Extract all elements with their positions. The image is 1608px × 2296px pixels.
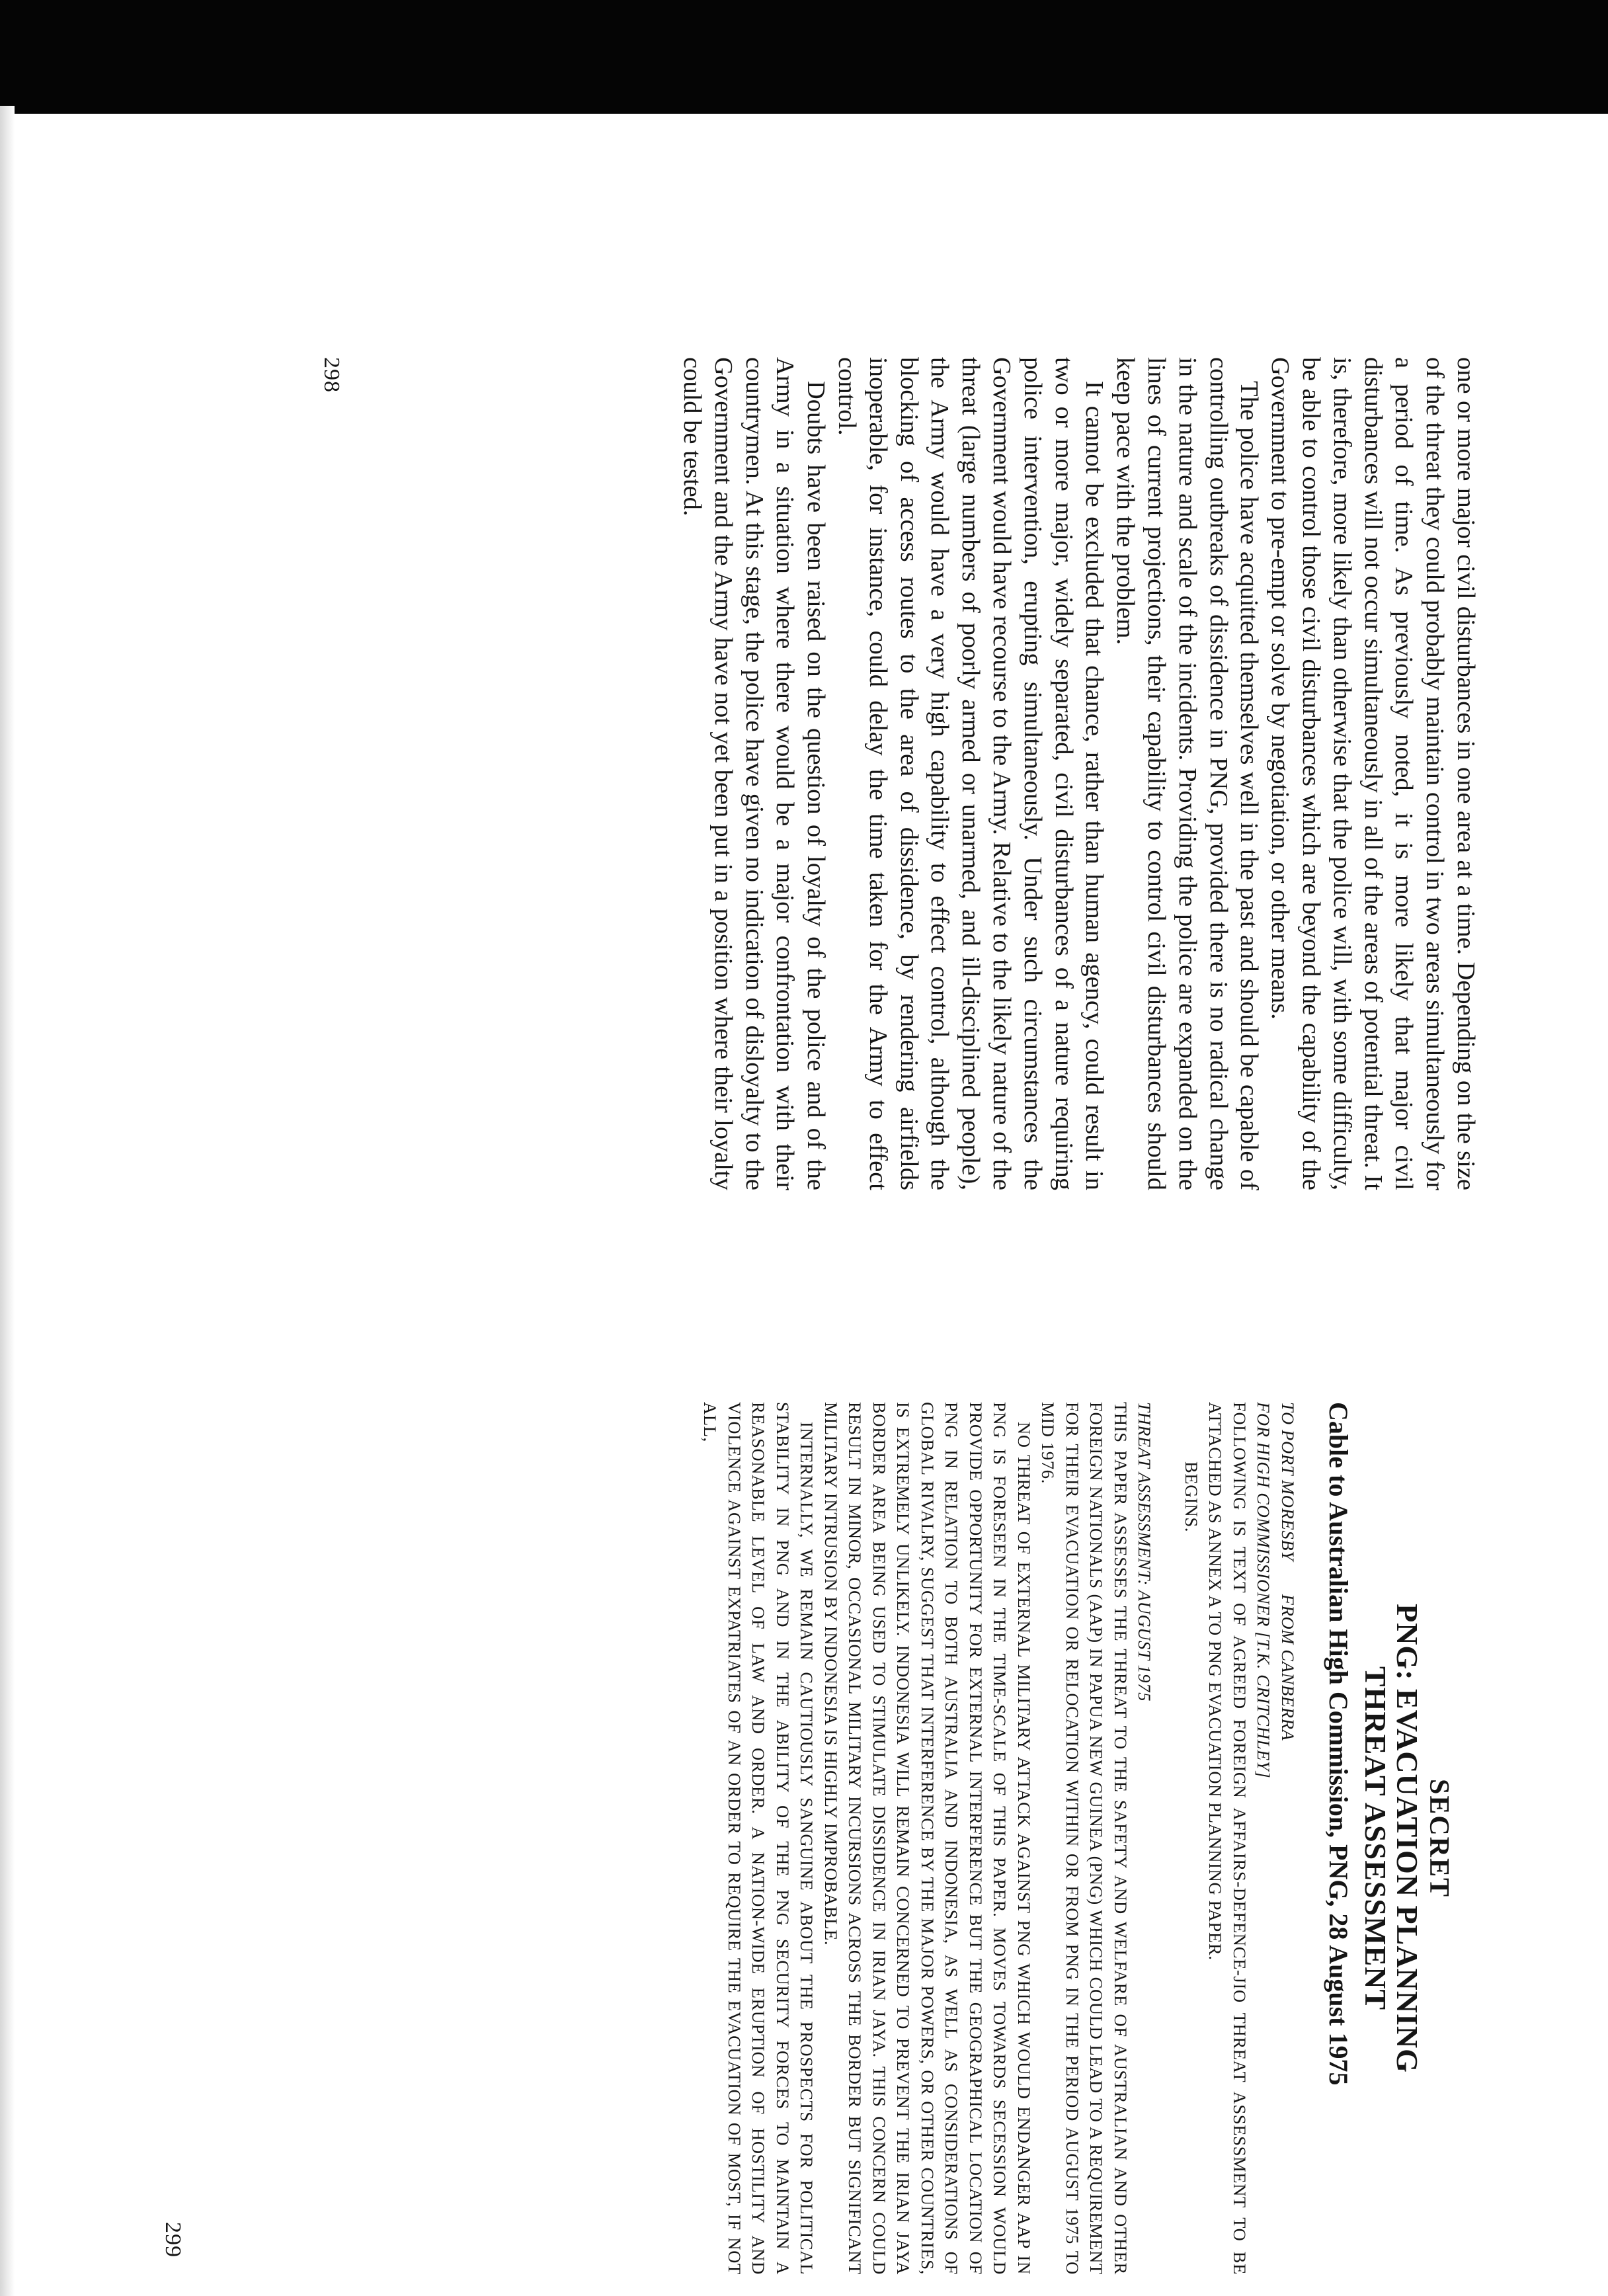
cable-routing <box>1180 1402 1301 2275</box>
scan-page-edge-shadow <box>0 106 15 2296</box>
page-298 <box>317 357 1481 1190</box>
cable-heading: Cable to Australian High Commission, PNG, 28 August 1975 <box>1324 1402 1353 2086</box>
cable-begins: BEGINS. <box>1182 1461 1201 1533</box>
paragraph-police-acquitted: The police have acquitted themselves well in the past and should be capable of controlling outbreaks of dissidence in PNG, provided there is no radical change in the nature and scale of the incidents. Providing the police are expanded on the lines of current projections, their capability to control civil disturbances should keep pace with the problem. <box>1111 357 1264 1190</box>
routing-for: FOR HIGH COMMISSIONER [T.K. CRITCHLEY] <box>1254 1402 1274 1779</box>
cable-intro: FOLLOWING IS TEXT OF AGREED FOREIGN AFFAIRS-DEFENCE-JIO THREAT ASSESSMENT TO BE ATTACHED AS ANNEX A TO PNG EVACUATION PLANNING PAPER. <box>1205 1402 1250 2275</box>
paragraph-chance-agency: It cannot be excluded that chance, rather than human agency, could result in two or more major, widely separated, civil disturbances of a nature requiring police intervention, erupting simultaneously. Under such circumstances the Government would have recourse to the Army. Relative to the likely nature of the threat (large numbers of poorly armed or unarmed, and ill-disciplined people), the Army would have a very high capability to effect control, although the blocking of access routes to the area of dissidence, by rendering airfields inoperable, for instance, could delay the time taken for the Army to effect control. <box>833 357 1109 1190</box>
paragraph-civil-disturbances: one or more major civil disturbances in one area at a time. Depending on the size of the threat they could probably maintain control in two areas simultaneously for a period of time. As previously noted, it is more likely that major civil disturbances will not occur simultaneously in all of the areas of potential threat. It is, therefore, more likely than otherwise that the police will, with some difficulty, be able to control those civil disturbances which are beyond the capability of the Government to pre-empt or solve by negotiation, or other means. <box>1266 357 1480 1190</box>
page-298-body <box>676 357 1481 1190</box>
assessment-paragraph-2: NO THREAT OF EXTERNAL MILITARY ATTACK AGAINST PNG WHICH WOULD ENDANGER AAP IN PNG IS FORESEEN IN THE TIME-SCALE OF THIS PAPER. MOVES TOWARDS SECESSION WOULD PROVIDE OPPORTUNITY FOR EXTERNAL INTERFERENCE BUT THE GEOGRAPHICAL LOCATION OF PNG IN RELATION TO BOTH AUSTRALIA AND INDONESIA, AS WELL AS CONSIDERATIONS OF GLOBAL RIVALRY, SUGGEST THAT INTERFERENCE BY THE MAJOR POWERS, OR OTHER COUNTRIES, IS EXTREMELY UNLIKELY. INDONESIA WILL REMAIN CONCERNED TO PREVENT THE IRIAN JAYA BORDER AREA BEING USED TO STIMULATE DISSIDENCE IN IRIAN JAYA. THIS CONCERN COULD RESULT IN MINOR, OCCASIONAL MILITARY INCURSIONS ACROSS THE BORDER BUT SIGNIFICANT MILITARY INTRUSION BY INDONESIA IS HIGHLY IMPROBABLE. <box>821 1402 1034 2275</box>
page-299 <box>145 1402 1455 2275</box>
assessment-section <box>698 1402 1157 2275</box>
document-title-line-2: THREAT ASSESSMENT <box>1359 1666 1392 2011</box>
assessment-paragraph-1: THIS PAPER ASSESSES THE THREAT TO THE SAFETY AND WELFARE OF AUSTRALIAN AND OTHER FOREIGN NATIONALS (AAP) IN PAPUA NEW GUINEA (PNG) WHICH COULD LEAD TO A REQUIREMENT FOR THEIR EVACUATION OR RELOCATION WITHIN OR FROM PNG IN THE PERIOD AUGUST 1975 TO MID 1976. <box>1038 1402 1131 2275</box>
assessment-paragraph-3: INTERNALLY, WE REMAIN CAUTIOUSLY SANGUINE ABOUT THE PROSPECTS FOR POLITICAL STABILITY IN PNG AND IN THE ABILITY OF THE PNG SECURITY FORCES TO MAINTAIN A REASONABLE LEVEL OF LAW AND ORDER. A NATION-WIDE ERUPTION OF HOSTILITY AND VIOLENCE AGAINST EXPATRIATES OF AN ORDER TO REQUIRE THE EVACUATION OF MOST, IF NOT ALL, <box>700 1402 817 2275</box>
classification-label: SECRET <box>1424 1778 1454 1899</box>
routing-to-from <box>1276 1402 1301 2275</box>
document-title-line-1: PNG: EVACUATION PLANNING <box>1390 1604 1424 2073</box>
page-number-298: 298 <box>319 357 344 393</box>
page-number-299: 299 <box>161 2222 185 2258</box>
document-title-block <box>1359 1402 1455 2275</box>
scan-dark-border <box>0 0 1608 114</box>
routing-to: TO PORT MORESBY <box>1278 1402 1298 1561</box>
assessment-heading: THREAT ASSESSMENT: AUGUST 1975 <box>1135 1402 1155 1702</box>
routing-from: FROM CANBERRA <box>1278 1594 1298 1741</box>
paragraph-loyalty-doubts: Doubts have been raised on the question of loyalty of the police and of the Army in a situation where there would be a major confrontation with their countrymen. At this stage, the police have given no indication of disloyalty to the Government and the Army have not yet been put in a position where their loyalty could be tested. <box>678 357 830 1190</box>
